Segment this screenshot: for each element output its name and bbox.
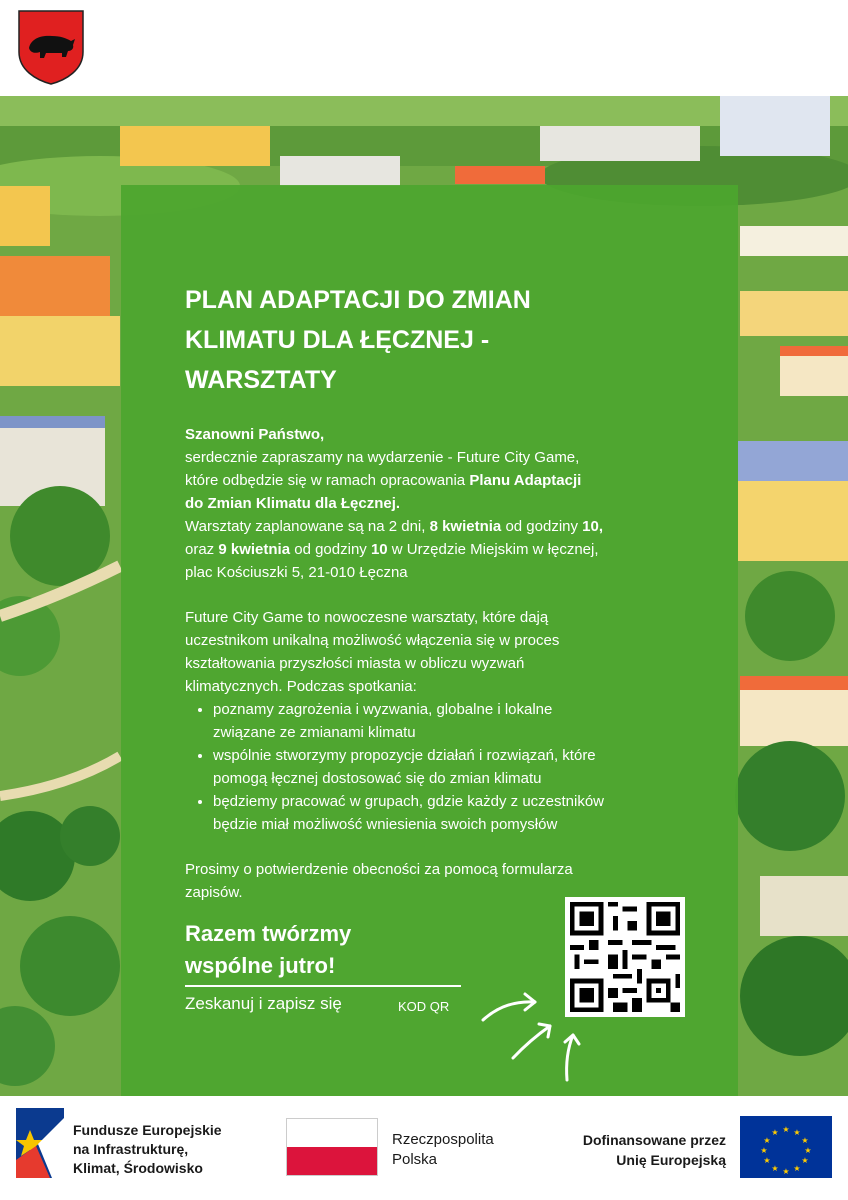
greeting: Szanowni Państwo, (185, 426, 325, 443)
description-line: uczestnikom unikalną możliwość włączenia się w proces (185, 632, 560, 649)
description-line: Future City Game to nowoczesne warsztaty, które dają (185, 609, 549, 626)
confirmation-line: Prosimy o potwierdzenie obecności za pomocą formularza (185, 861, 573, 878)
title-line: PLAN ADAPTACJI DO ZMIAN (185, 286, 531, 314)
eu-funds-logo-icon (16, 1108, 66, 1178)
svg-text:★: ★ (782, 1125, 790, 1134)
svg-text:★: ★ (763, 1156, 771, 1165)
footer (0, 1096, 848, 1200)
poland-text: Rzeczpospolita Polska (392, 1131, 494, 1168)
qr-label: KOD QR (398, 999, 450, 1014)
svg-text:★: ★ (760, 1146, 768, 1155)
eu-cofinanced-text: Dofinansowane przez Unię Europejską (582, 1132, 726, 1168)
date-2: 9 kwietnia (218, 541, 291, 558)
intro-line: serdecznie zapraszamy na wydarzenie - Future City Game, (185, 449, 580, 466)
page-title (185, 280, 625, 400)
cta-heading (185, 918, 351, 982)
list-item: • poznamy zagrożenia i wyzwania, globalne i lokalne związane ze zmianami klimatu (213, 698, 705, 744)
intro-line: do Zmian Klimatu dla Łęcznej. (185, 495, 401, 512)
svg-text:★: ★ (801, 1156, 809, 1165)
title-line: WARSZTATY (185, 366, 337, 394)
qr-code[interactable] (565, 897, 685, 1017)
cta-line: wspólne jutro! (185, 953, 336, 978)
confirmation-line: zapisów. (185, 884, 243, 901)
cta-line: Razem twórzmy (185, 921, 352, 946)
svg-text:★: ★ (793, 1128, 801, 1137)
bullet-list (185, 698, 705, 836)
date-1: 8 kwietnia (429, 518, 502, 535)
description-line: klimatycznych. Podczas spotkania: (185, 678, 417, 695)
svg-text:★: ★ (763, 1136, 771, 1145)
svg-text:★: ★ (771, 1128, 779, 1137)
divider (185, 985, 461, 987)
poland-flag-icon (286, 1118, 378, 1176)
list-item: • będziemy pracować w grupach, gdzie każdy z uczestników będzie miał możliwość wniesienia swoich pomysłów (213, 790, 705, 836)
intro-line: oraz 9 kwietnia od godziny 10 w Urzędzie Miejskim w łęcznej, (185, 541, 599, 558)
intro-line: Warsztaty zaplanowane są na 2 dni, 8 kwietnia od godziny 10, (185, 518, 604, 535)
list-item: • wspólnie stworzymy propozycje działań i rozwiązań, które pomogą łęcznej dostosować się do zmian klimatu (213, 744, 705, 790)
eu-flag-icon (740, 1116, 832, 1178)
svg-text:★: ★ (782, 1167, 790, 1176)
eu-funds-text: Fundusze Europejskie na Infrastrukturę, Klimat, Środowisko (73, 1122, 222, 1176)
description-line: kształtowania przyszłości miasta w obliczu wyzwań (185, 655, 525, 672)
address: plac Kościuszki 5, 21-010 Łęczna (185, 564, 408, 581)
intro-line: które odbędzie się w ramach opracowania Planu Adaptacji (185, 472, 582, 489)
boar-coat-of-arms-icon (16, 8, 86, 86)
svg-text:★: ★ (801, 1136, 809, 1145)
scan-text: Zeskanuj i zapisz się (185, 994, 342, 1013)
invitation-body (185, 423, 705, 904)
svg-text:★: ★ (804, 1146, 812, 1155)
svg-text:★: ★ (771, 1164, 779, 1173)
title-line: KLIMATU DLA ŁĘCZNEJ - (185, 326, 490, 354)
svg-text:★: ★ (793, 1164, 801, 1173)
